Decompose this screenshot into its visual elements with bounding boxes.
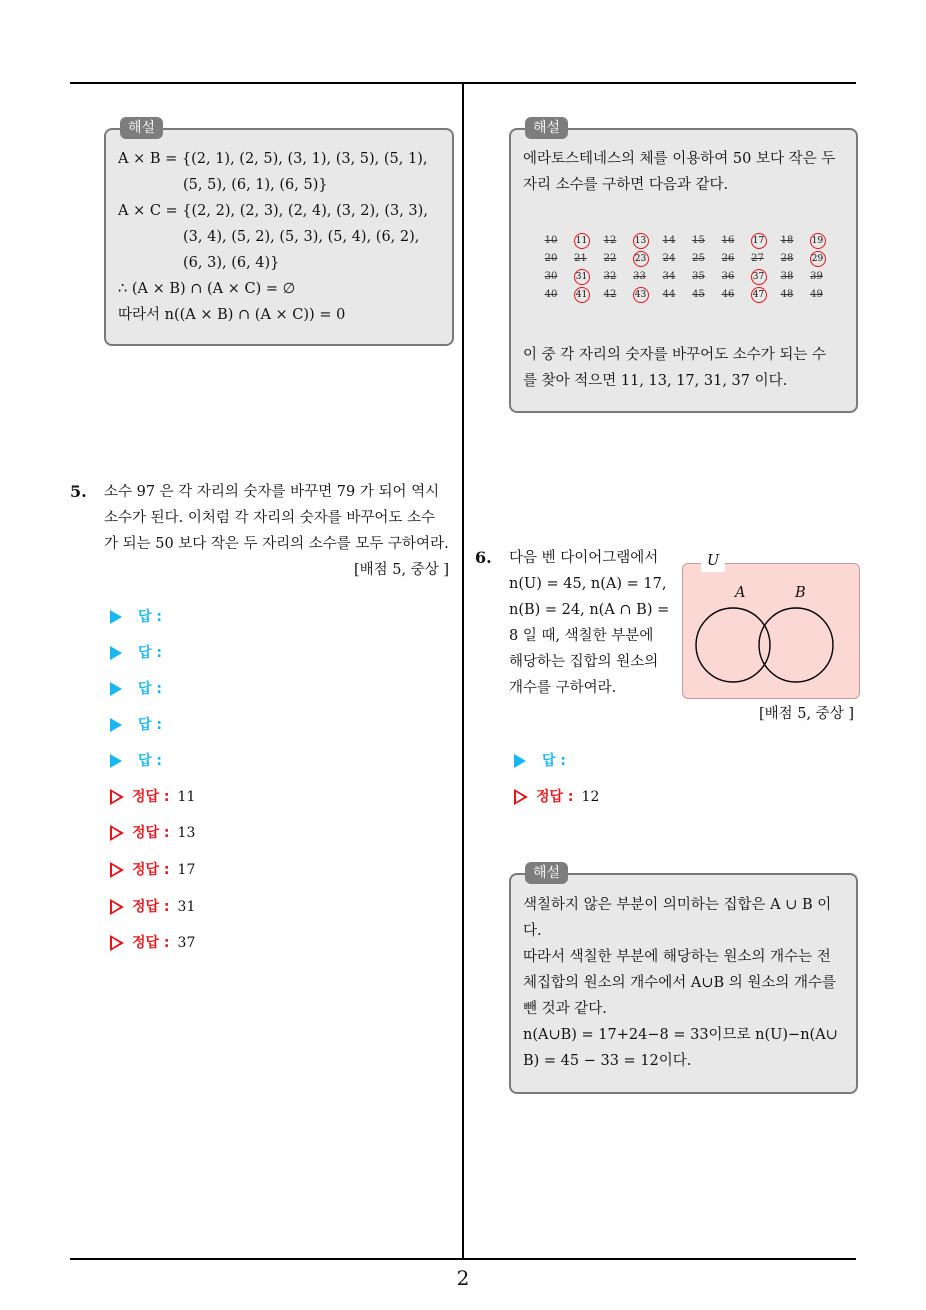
- question-text: 8 일 때, 색칠한 부분에: [509, 628, 654, 644]
- answer-line[interactable]: 답 :: [110, 642, 162, 664]
- solution-line: A × C = {(2, 2), (2, 3), (2, 4), (3, 2), (3, 3),: [118, 203, 428, 219]
- sieve-number: 36: [721, 271, 735, 282]
- sieve-table: [541, 232, 831, 304]
- sieve-number: 28: [780, 253, 794, 264]
- question-text: 소수 97 은 각 자리의 숫자를 바꾸면 79 가 되어 역시: [104, 484, 440, 500]
- sieve-number: 31: [574, 269, 590, 285]
- answer-line[interactable]: 답 :: [110, 606, 162, 628]
- solution-line: 를 찾아 적으면 11, 13, 17, 31, 37 이다.: [523, 373, 788, 389]
- answer-arrow-icon: [110, 754, 122, 768]
- solution-line: ∴ (A × B) ∩ (A × C) = ∅: [118, 281, 296, 297]
- correct-arrow-icon: [110, 862, 124, 878]
- solution-line: 다.: [523, 923, 542, 939]
- sieve-number: 16: [721, 235, 735, 246]
- question-text: 해당하는 집합의 원소의: [509, 654, 659, 670]
- sieve-number: 42: [603, 289, 617, 300]
- answer-line[interactable]: 답 :: [110, 714, 162, 736]
- sieve-number: 29: [810, 251, 826, 267]
- correct-arrow-icon: [110, 789, 124, 805]
- question-text: n(B) = 24, n(A ∩ B) =: [509, 602, 670, 618]
- sieve-number: 15: [692, 235, 705, 246]
- sieve-number: 33: [633, 271, 646, 282]
- solution-line: 이 중 각 자리의 숫자를 바꾸어도 소수가 되는 수: [523, 347, 827, 363]
- column-divider: [462, 83, 464, 1259]
- venn-diagram: [682, 563, 860, 699]
- sieve-number: 12: [603, 235, 617, 246]
- sieve-number: 39: [810, 271, 823, 282]
- sieve-number: 18: [780, 235, 794, 246]
- sieve-number: 35: [692, 271, 705, 282]
- solution-line: 체집합의 원소의 개수에서 A∪B 의 원소의 개수를: [523, 975, 837, 991]
- sieve-number: 37: [751, 269, 767, 285]
- solution-line: 따라서 n((A × B) ∩ (A × C)) = 0: [118, 307, 346, 323]
- solution-line: 뺀 것과 같다.: [523, 1001, 607, 1017]
- answer-line[interactable]: 답 :: [514, 750, 566, 772]
- correct-answer: 정답 : 12: [514, 786, 599, 808]
- venn-circles: [683, 564, 859, 698]
- answer-line[interactable]: 답 :: [110, 750, 162, 772]
- solution-line: (3, 4), (5, 2), (5, 3), (5, 4), (6, 2),: [183, 229, 420, 245]
- question-text: 소수가 된다. 이처럼 각 자리의 숫자를 바꾸어도 소수: [104, 510, 436, 526]
- solution-line: A × B = {(2, 1), (2, 5), (3, 1), (3, 5), (5, 1),: [118, 151, 428, 167]
- solution-line: 자리 소수를 구하면 다음과 같다.: [523, 177, 729, 193]
- sieve-number: 14: [662, 235, 676, 246]
- venn-label-a: A: [735, 585, 746, 601]
- sieve-number: 34: [662, 271, 676, 282]
- solution-tag: 해설: [525, 862, 568, 884]
- sieve-number: 26: [721, 253, 735, 264]
- sieve-number: 17: [751, 233, 767, 249]
- bottom-rule: [70, 1258, 856, 1260]
- sieve-number: 30: [544, 271, 558, 282]
- venn-label-u: U: [701, 550, 725, 572]
- solution-line: B) = 45 − 33 = 12이다.: [523, 1053, 692, 1069]
- sieve-number: 41: [574, 287, 590, 303]
- solution-line: (5, 5), (6, 1), (6, 5)}: [183, 177, 328, 193]
- answer-arrow-icon: [514, 754, 526, 768]
- correct-answer: 정답 : 17: [110, 859, 195, 881]
- sieve-number: 22: [603, 253, 617, 264]
- sieve-number: 43: [633, 287, 649, 303]
- correct-arrow-icon: [514, 789, 528, 805]
- correct-answer: 정답 : 11: [110, 786, 195, 808]
- correct-arrow-icon: [110, 899, 124, 915]
- sieve-number: 20: [544, 253, 558, 264]
- question-number: 6.: [475, 548, 492, 567]
- sieve-number: 40: [544, 289, 558, 300]
- sieve-number: 38: [780, 271, 794, 282]
- sieve-number: 23: [633, 251, 649, 267]
- answer-arrow-icon: [110, 646, 122, 660]
- answer-arrow-icon: [110, 610, 122, 624]
- sieve-number: 13: [633, 233, 649, 249]
- correct-answer: 정답 : 37: [110, 932, 195, 954]
- sieve-number: 48: [780, 289, 794, 300]
- correct-answer: 정답 : 13: [110, 822, 195, 844]
- question-text: n(U) = 45, n(A) = 17,: [509, 576, 667, 592]
- sieve-number: 44: [662, 289, 676, 300]
- sieve-number: 24: [662, 253, 676, 264]
- correct-arrow-icon: [110, 935, 124, 951]
- sieve-number: 19: [810, 233, 826, 249]
- sieve-number: 32: [603, 271, 617, 282]
- page-number: 2: [456, 1266, 470, 1290]
- solution-line: (6, 3), (6, 4)}: [183, 255, 280, 271]
- sieve-number: 27: [751, 253, 764, 264]
- sieve-number: 49: [810, 289, 823, 300]
- sieve-number: 10: [544, 235, 558, 246]
- sieve-number: 47: [751, 287, 767, 303]
- solution-line: 에라토스테네스의 체를 이용하여 50 보다 작은 두: [523, 151, 836, 167]
- question-text: 가 되는 50 보다 작은 두 자리의 소수를 모두 구하여라.: [104, 536, 449, 552]
- sieve-number: 45: [692, 289, 705, 300]
- answer-line[interactable]: 답 :: [110, 678, 162, 700]
- question-text: 다음 벤 다이어그램에서: [509, 550, 659, 566]
- sieve-number: 11: [574, 233, 590, 249]
- question-text: 개수를 구하여라.: [509, 680, 617, 696]
- correct-arrow-icon: [110, 825, 124, 841]
- correct-answer: 정답 : 31: [110, 896, 195, 918]
- solution-line: n(A∪B) = 17+24−8 = 33이므로 n(U)−n(A∪: [523, 1027, 838, 1043]
- sieve-number: 25: [692, 253, 705, 264]
- solution-tag: 해설: [120, 117, 163, 139]
- solution-line: 따라서 색칠한 부분에 해당하는 원소의 개수는 전: [523, 949, 831, 965]
- score-label: [배점 5, 중상 ]: [759, 706, 855, 722]
- sieve-number: 46: [721, 289, 735, 300]
- solution-tag: 해설: [525, 117, 568, 139]
- answer-arrow-icon: [110, 682, 122, 696]
- score-label: [배점 5, 중상 ]: [354, 562, 450, 578]
- answer-arrow-icon: [110, 718, 122, 732]
- sieve-number: 21: [574, 253, 587, 264]
- venn-label-b: B: [795, 585, 806, 601]
- question-number: 5.: [70, 482, 87, 501]
- solution-line: 색칠하지 않은 부분이 의미하는 집합은 A ∪ B 이: [523, 897, 832, 913]
